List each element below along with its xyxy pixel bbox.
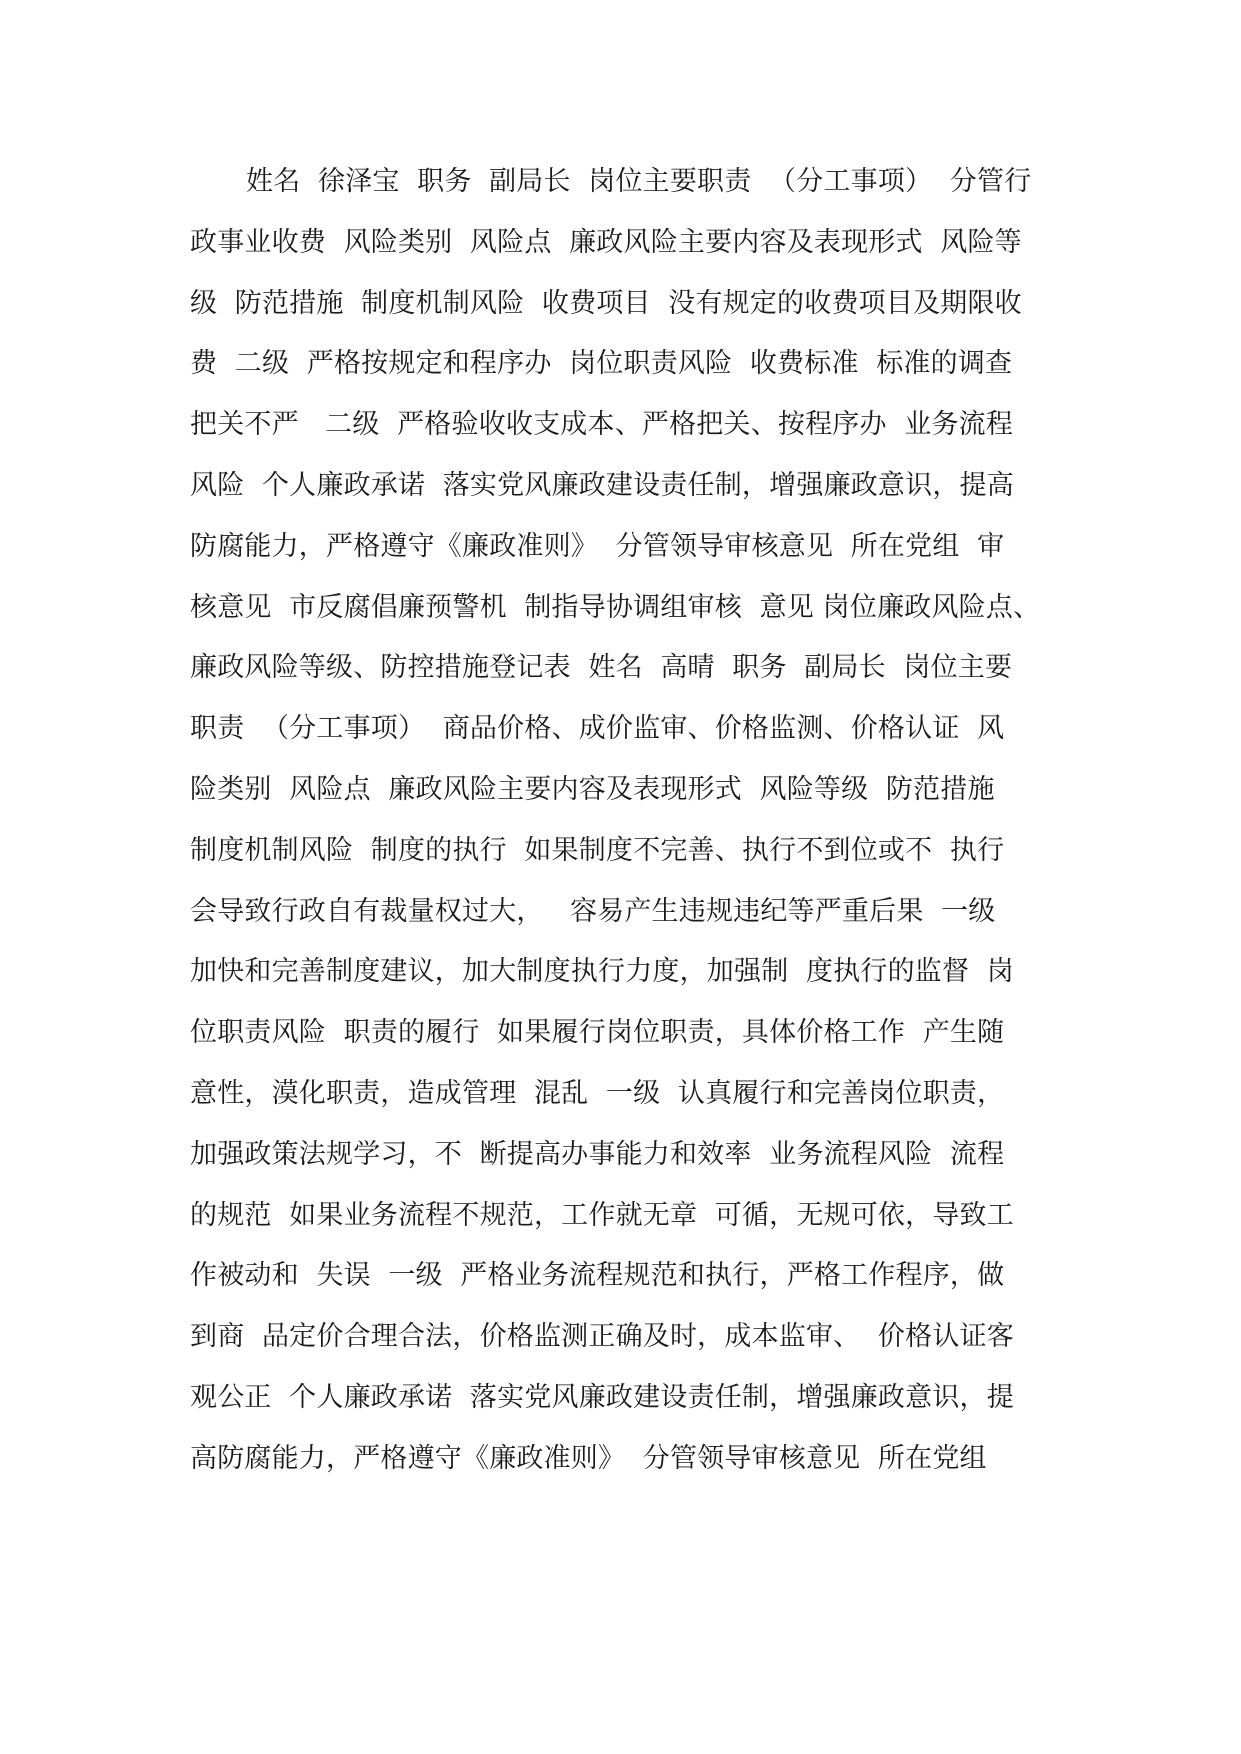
- text-line: 作被动和 失误 一级 严格业务流程规范和执行，严格工作程序，做: [190, 1260, 1005, 1292]
- text-line: 会导致行政自有裁量权过大， 容易产生违规违纪等严重后果 一级: [190, 895, 996, 927]
- text-line: 廉政风险等级、防控措施登记表 姓名 高晴 职务 副局长 岗位主要: [190, 652, 1013, 684]
- text-line: 加强政策法规学习，不 断提高办事能力和效率 业务流程风险 流程: [190, 1138, 1005, 1170]
- text-line: 高防腐能力，严格遵守《廉政准则》 分管领导审核意见 所在党组: [190, 1442, 987, 1474]
- text-line: 姓名 徐泽宝 职务 副局长 岗位主要职责 （分工事项） 分管行: [246, 166, 1032, 197]
- text-line: 位职责风险 职责的履行 如果履行岗位职责，具体价格工作 产生随: [190, 1017, 1005, 1049]
- text-line: 费 二级 严格按规定和程序办 岗位职责风险 收费标准 标准的调查: [190, 348, 1013, 380]
- text-line: 防腐能力，严格遵守《廉政准则》 分管领导审核意见 所在党组 审: [190, 530, 1005, 562]
- text-line: 观公正 个人廉政承诺 落实党风廉政建设责任制，增强廉政意识，提: [190, 1381, 1014, 1413]
- text-line: 加快和完善制度建议，加大制度执行力度，加强制 度执行的监督 岗: [190, 956, 1014, 988]
- text-line: 的规范 如果业务流程不规范，工作就无章 可循，无规可依，导致工: [190, 1199, 1014, 1231]
- text-line: 级 防范措施 制度机制风险 收费项目 没有规定的收费项目及期限收: [190, 287, 1022, 319]
- text-line: 意性，漠化职责，造成管理 混乱 一级 认真履行和完善岗位职责，: [190, 1077, 1005, 1109]
- text-line: 风险 个人廉政承诺 落实党风廉政建设责任制，增强廉政意识，提高: [190, 469, 1014, 501]
- text-line: 职责 （分工事项） 商品价格、成价监审、价格监测、价格认证 风: [190, 713, 1005, 745]
- text-line: 政事业收费 风险类别 风险点 廉政风险主要内容及表现形式 风险等: [190, 226, 1022, 258]
- text-line: 把关不严 二级 严格验收收支成本、严格把关、按程序办 业务流程: [190, 409, 1014, 441]
- text-line: 险类别 风险点 廉政风险主要内容及表现形式 风险等级 防范措施: [190, 773, 995, 805]
- text-line: 到商 品定价合理合法，价格监测正确及时，成本监审、 价格认证客: [190, 1321, 1014, 1353]
- text-line: 核意见 市反腐倡廉预警机 制指导协调组审核 意见 岗位廉政风险点、: [190, 591, 1041, 623]
- text-line: 制度机制风险 制度的执行 如果制度不完善、执行不到位或不 执行: [190, 834, 1005, 866]
- body-text: [190, 152, 1070, 1490]
